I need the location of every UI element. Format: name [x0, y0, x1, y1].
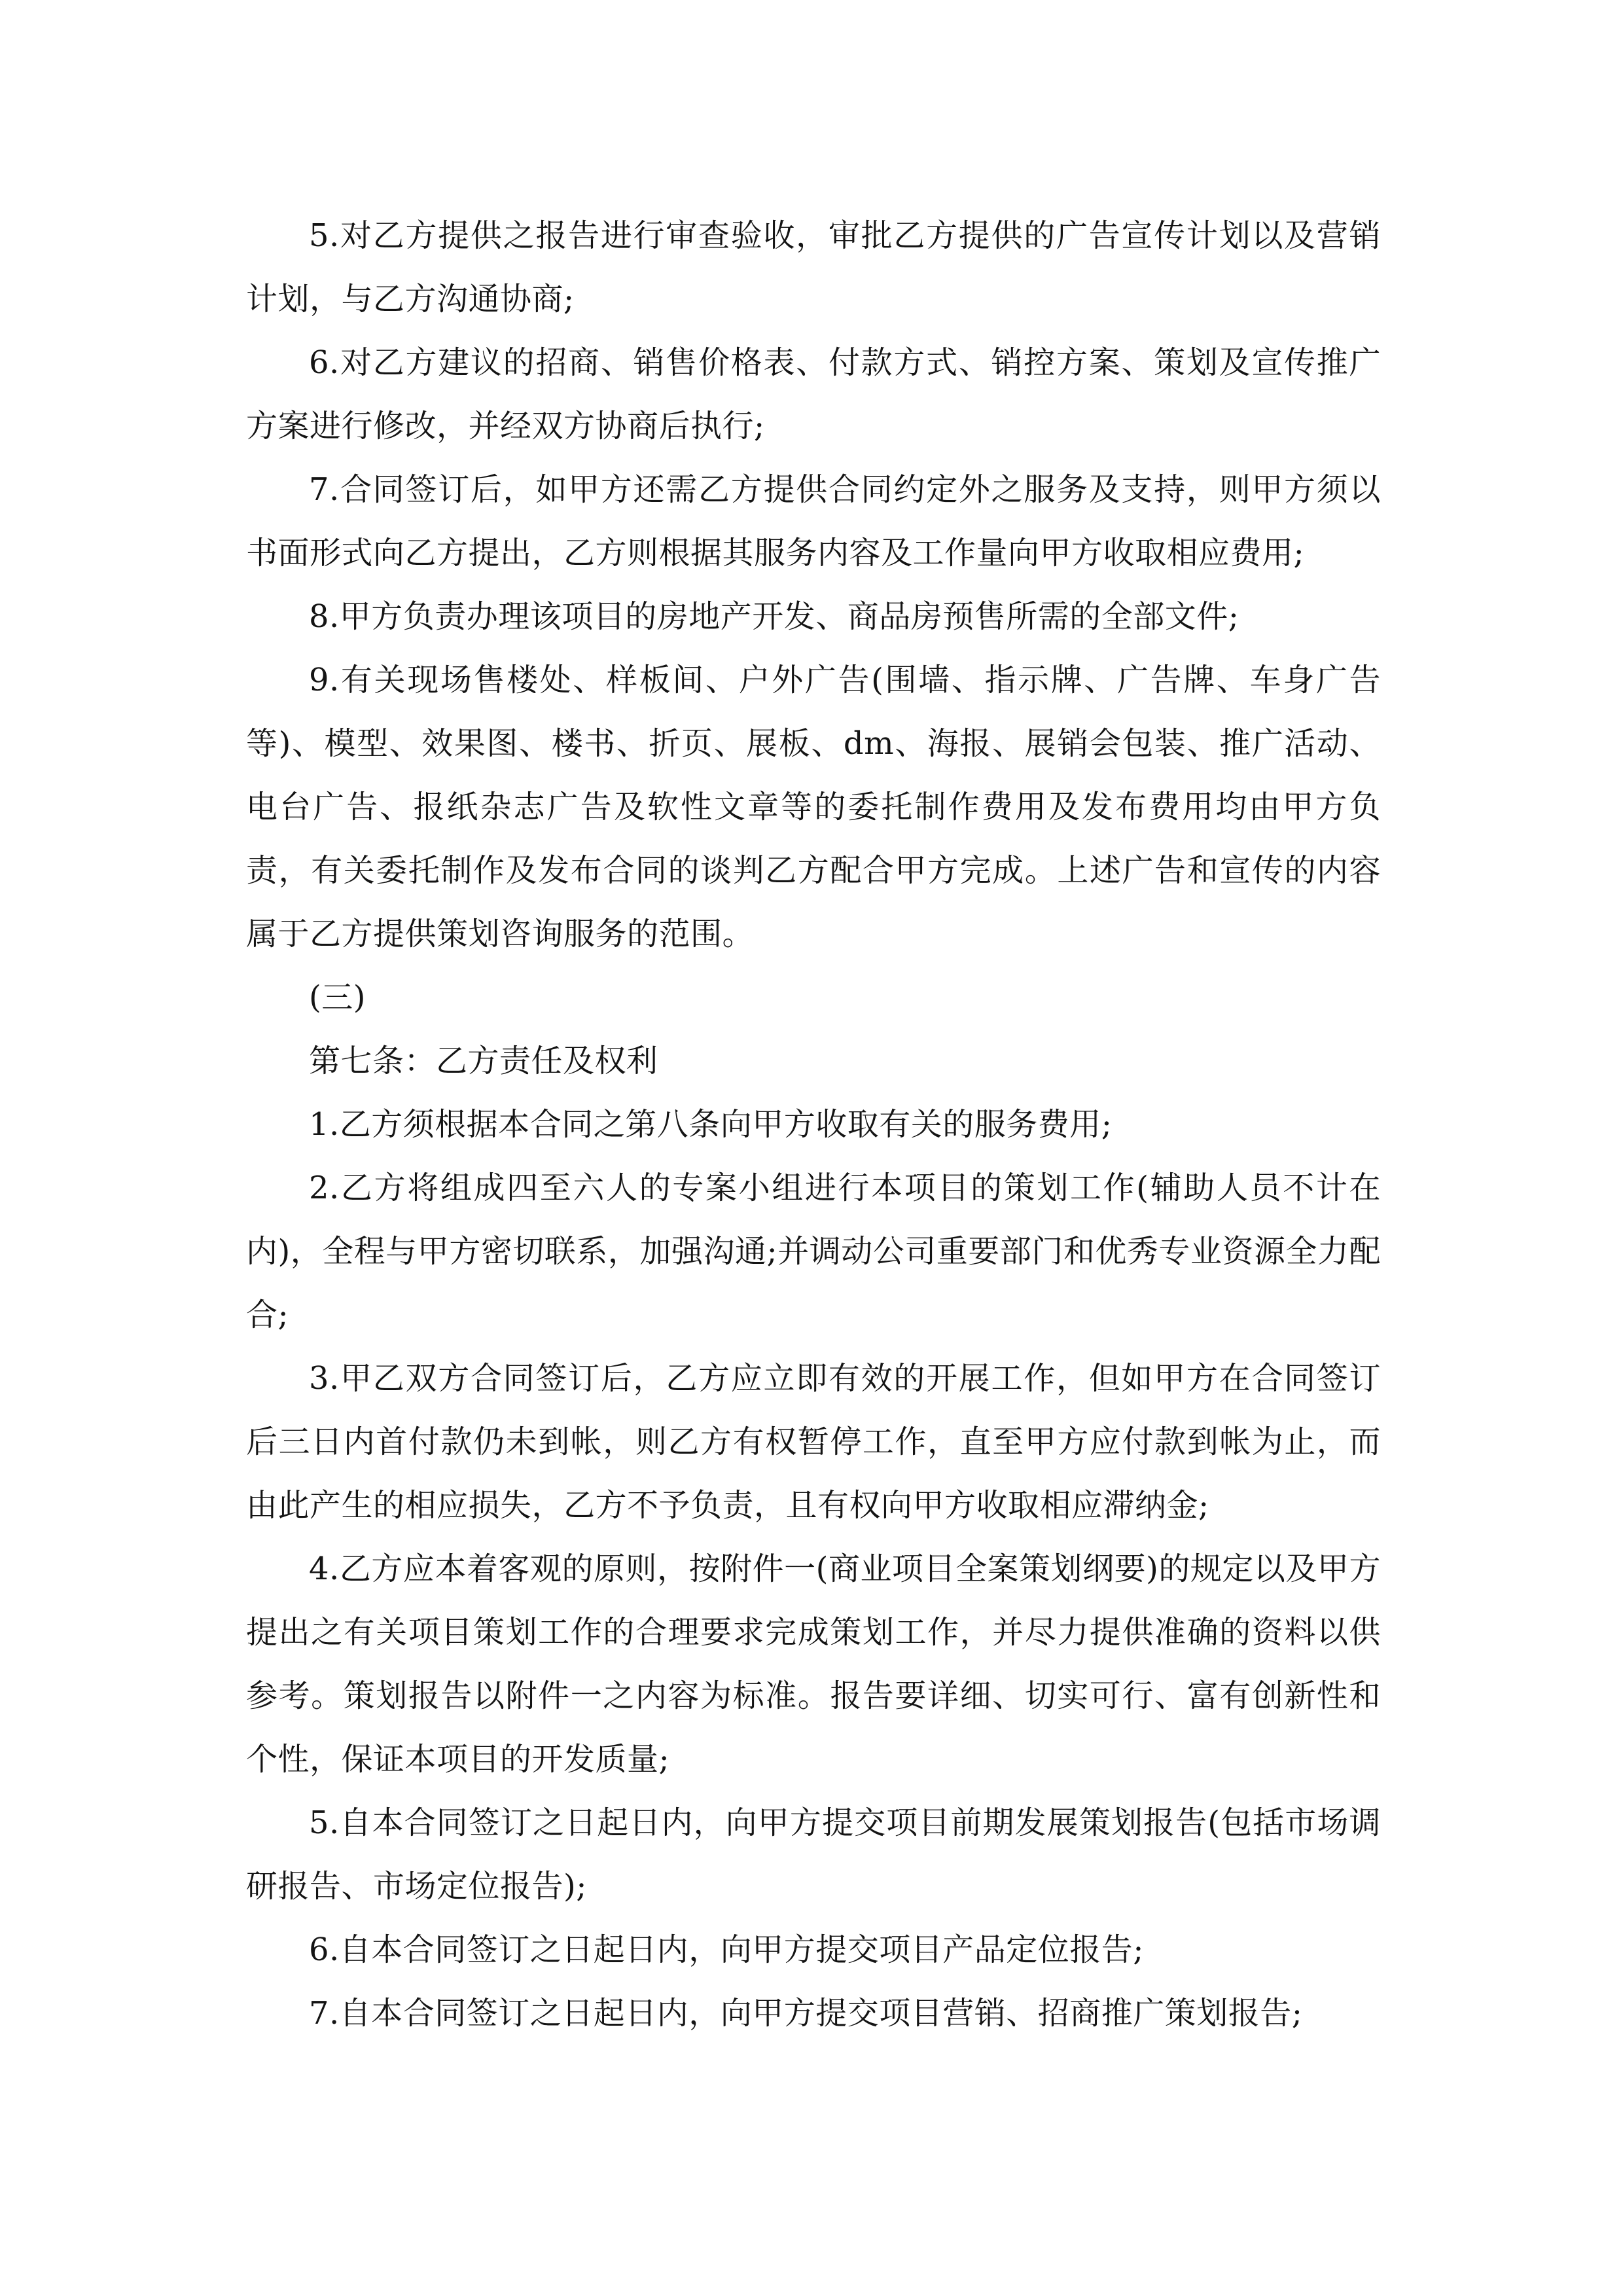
- document-body: [246, 204, 1381, 2045]
- section-marker: (三): [309, 979, 366, 1016]
- paragraph: 7.自本合同签订之日起日内，向甲方提交项目营销、招商推广策划报告;: [309, 1995, 1303, 2032]
- paragraph: 2.乙方将组成四至六人的专案小组进行本项目的策划工作(辅助人员不计在内)，全程与甲方密切联系，加强沟通;并调动公司重要部门和优秀专业资源全力配合;: [246, 1170, 1381, 1333]
- paragraph: 9.有关现场售楼处、样板间、户外广告(围墙、指示牌、广告牌、车身广告等)、模型、效果图、楼书、折页、展板、dm、海报、展销会包装、推广活动、电台广告、报纸杂志广告及软性文章等的委托制作费用及发布费用均由甲方负责，有关委托制作及发布合同的谈判乙方配合甲方完成。上述广告和宣传的内容属于乙方提供策划咨询服务的范围。: [246, 662, 1381, 952]
- article-heading: 第七条：乙方责任及权利: [309, 1043, 658, 1079]
- paragraph: 5.自本合同签订之日起日内，向甲方提交项目前期发展策划报告(包括市场调研报告、市场定位报告);: [246, 1804, 1381, 1905]
- paragraph: 8.甲方负责办理该项目的房地产开发、商品房预售所需的全部文件;: [309, 598, 1240, 635]
- paragraph: 6.对乙方建议的招商、销售价格表、付款方式、销控方案、策划及宣传推广方案进行修改，并经双方协商后执行;: [246, 344, 1381, 444]
- paragraph: 4.乙方应本着客观的原则，按附件一(商业项目全案策划纲要)的规定以及甲方提出之有关项目策划工作的合理要求完成策划工作，并尽力提供准确的资料以供参考。策划报告以附件一之内容为标准。报告要详细、切实可行、富有创新性和个性，保证本项目的开发质量;: [246, 1551, 1381, 1778]
- paragraph: 7.合同签订后，如甲方还需乙方提供合同约定外之服务及支持，则甲方须以书面形式向乙方提出，乙方则根据其服务内容及工作量向甲方收取相应费用;: [246, 471, 1381, 571]
- paragraph: 5.对乙方提供之报告进行审查验收，审批乙方提供的广告宣传计划以及营销计划，与乙方沟通协商;: [246, 217, 1381, 317]
- paragraph: 6.自本合同签订之日起日内，向甲方提交项目产品定位报告;: [309, 1931, 1144, 1968]
- paragraph: 3.甲乙双方合同签订后，乙方应立即有效的开展工作，但如甲方在合同签订后三日内首付款仍未到帐，则乙方有权暂停工作，直至甲方应付款到帐为止，而由此产生的相应损失，乙方不予负责，且有权向甲方收取相应滞纳金;: [246, 1360, 1381, 1524]
- paragraph: 1.乙方须根据本合同之第八条向甲方收取有关的服务费用;: [309, 1106, 1113, 1143]
